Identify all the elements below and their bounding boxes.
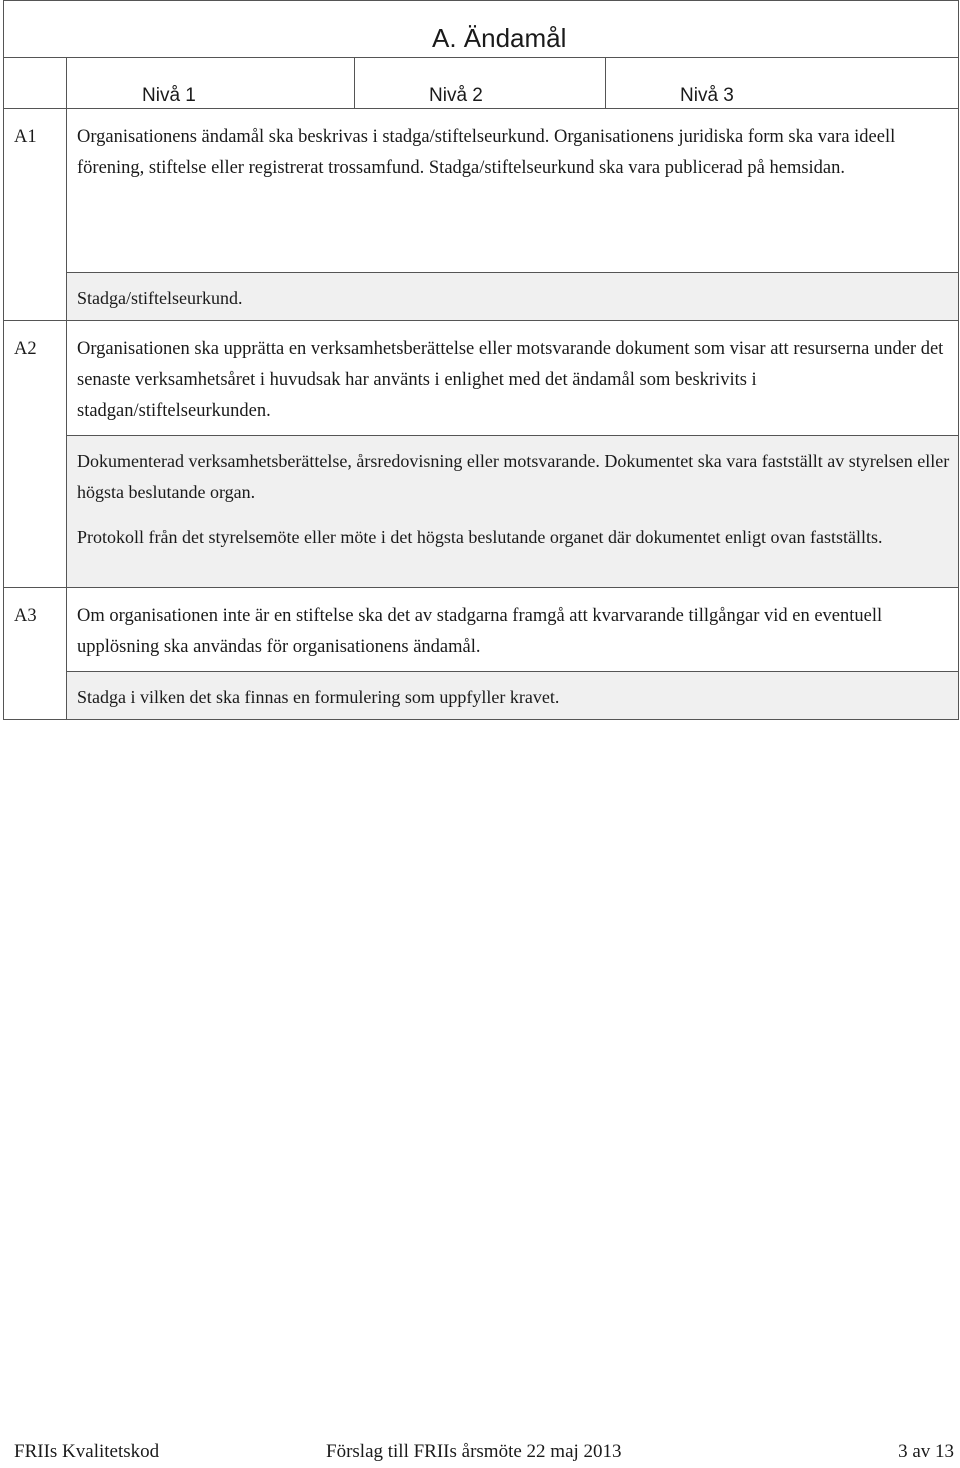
- evidence-item: Protokoll från det styrelsemöte eller möte i det högsta beslutande organet där dokumentet enligt ovan fastställts.: [77, 527, 883, 547]
- title-cell: [4, 1, 959, 58]
- level-3-label: Nivå 3: [680, 85, 734, 106]
- requirements-table: [3, 0, 959, 720]
- requirement-id: A1: [4, 109, 67, 321]
- requirement-evidence: [67, 672, 959, 720]
- levels-header: [67, 58, 959, 109]
- evidence-item: Stadga i vilken det ska finnas en formulering som uppfyller kravet.: [77, 687, 560, 707]
- footer-version: Förslag till FRIIs årsmöte 22 maj 2013: [326, 1441, 622, 1462]
- requirement-text: Organisationen ska upprätta en verksamhetsberättelse eller motsvarande dokument som visar att resurserna under det senaste verksamhetsåret i huvudsak har använts i enlighet med det ändamål som beskrivits i stadgan/stiftelseurkunden.: [67, 321, 959, 436]
- requirement-evidence: [67, 436, 959, 588]
- requirement-text: Om organisationen inte är en stiftelse ska det av stadgarna framgå att kvarvarande tillgångar vid en eventuell upplösning ska användas för organisationens ändamål.: [67, 588, 959, 672]
- levels-blank-cell: [4, 58, 67, 109]
- requirement-id: A3: [4, 588, 67, 720]
- footer-page-number: 3 av 13: [898, 1441, 954, 1462]
- evidence-item: Stadga/stiftelseurkund.: [77, 288, 243, 308]
- requirement-evidence: [67, 273, 959, 321]
- level-divider: [605, 58, 606, 108]
- requirement-id: A2: [4, 321, 67, 588]
- level-divider: [354, 58, 355, 108]
- level-2-label: Nivå 2: [429, 85, 483, 106]
- section-title: A. Ändamål: [432, 23, 567, 53]
- requirement-text: Organisationens ändamål ska beskrivas i stadga/stiftelseurkund. Organisationens juridiska form ska vara ideell förening, stiftelse eller registrerat trossamfund. Stadga/stiftelseurkund ska vara publicerad på hemsidan.: [67, 109, 959, 273]
- level-1-label: Nivå 1: [142, 85, 196, 106]
- evidence-item: Dokumenterad verksamhetsberättelse, årsredovisning eller motsvarande. Dokumentet ska vara fastställt av styrelsen eller högsta beslutande organ.: [77, 451, 950, 502]
- footer-document-name: FRIIs Kvalitetskod: [14, 1441, 160, 1462]
